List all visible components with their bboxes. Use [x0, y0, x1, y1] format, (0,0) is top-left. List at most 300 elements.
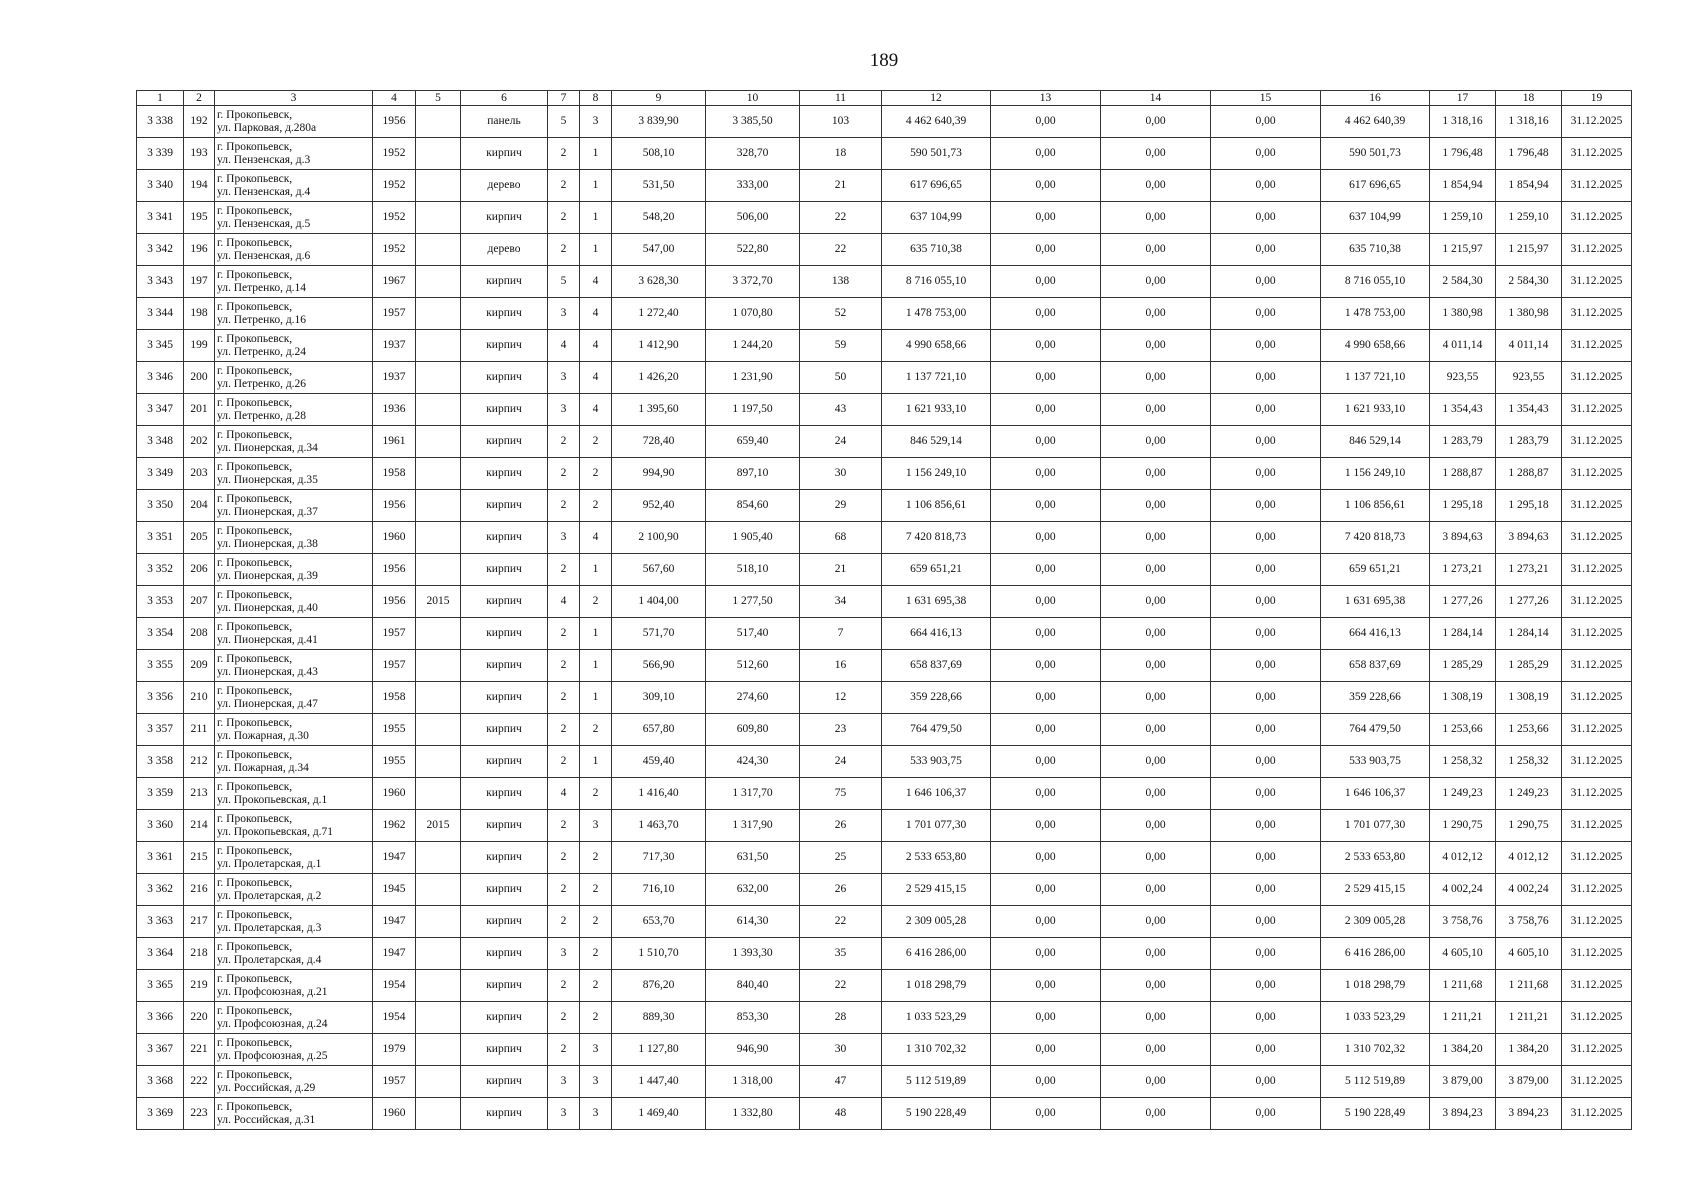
table-cell: 212	[184, 746, 215, 778]
table-cell: кирпич	[461, 778, 548, 810]
table-cell: 1	[580, 618, 612, 650]
table-cell: 199	[184, 330, 215, 362]
table-cell: 1 354,43	[1430, 394, 1496, 426]
address-city: г. Прокопьевск,	[217, 940, 293, 953]
table-cell: 0,00	[1101, 522, 1211, 554]
table-cell: 3 366	[137, 1002, 184, 1034]
table-cell: 1 231,90	[706, 362, 800, 394]
table-cell: 1 211,21	[1496, 1002, 1562, 1034]
table-cell: 0,00	[991, 938, 1101, 970]
table-cell: 1 621 933,10	[1321, 394, 1430, 426]
table-cell: 1 701 077,30	[882, 810, 991, 842]
table-cell: 309,10	[612, 682, 706, 714]
table-cell: 5 190 228,49	[882, 1098, 991, 1130]
table-row	[137, 298, 1632, 330]
column-header: 9	[612, 91, 706, 106]
table-cell: 1 796,48	[1496, 138, 1562, 170]
table-cell: кирпич	[461, 394, 548, 426]
table-cell: 1 796,48	[1430, 138, 1496, 170]
table-cell: 0,00	[1211, 554, 1321, 586]
table-cell: 1 288,87	[1496, 458, 1562, 490]
table-cell: 1 273,21	[1430, 554, 1496, 586]
table-cell: 0,00	[991, 874, 1101, 906]
table-cell: 0,00	[1101, 138, 1211, 170]
table-cell: 2	[548, 490, 580, 522]
table-row	[137, 842, 1632, 874]
address-cell	[215, 618, 373, 650]
table-cell: 4	[580, 362, 612, 394]
table-cell: 1 285,29	[1430, 650, 1496, 682]
table-cell: 31.12.2025	[1562, 298, 1632, 330]
table-cell: 664 416,13	[1321, 618, 1430, 650]
address-street: ул. Прокопьевская, д.71	[217, 825, 334, 838]
table-cell: 12	[800, 682, 882, 714]
table-cell: 1	[580, 202, 612, 234]
address-street: ул. Петренко, д.28	[217, 409, 307, 422]
table-cell: 197	[184, 266, 215, 298]
table-cell: 2 100,90	[612, 522, 706, 554]
address-street: ул. Пионерская, д.40	[217, 601, 318, 614]
table-cell: 2	[548, 906, 580, 938]
table-cell: 193	[184, 138, 215, 170]
address-city: г. Прокопьевск,	[217, 236, 293, 249]
table-cell: 617 696,65	[1321, 170, 1430, 202]
table-cell	[416, 330, 461, 362]
column-header: 10	[706, 91, 800, 106]
table-cell: 2015	[416, 586, 461, 618]
table-cell: 2 309 005,28	[1321, 906, 1430, 938]
table-cell: 1956	[373, 586, 416, 618]
table-cell: 3 345	[137, 330, 184, 362]
table-cell: 0,00	[991, 1002, 1101, 1034]
table-cell: 1 621 933,10	[882, 394, 991, 426]
table-cell: 1937	[373, 330, 416, 362]
table-cell: 68	[800, 522, 882, 554]
table-cell: 3 344	[137, 298, 184, 330]
table-cell: 1954	[373, 970, 416, 1002]
address-cell	[215, 906, 373, 938]
table-cell: 3	[580, 106, 612, 138]
table-cell: 840,40	[706, 970, 800, 1002]
table-cell: 0,00	[1211, 842, 1321, 874]
table-cell: 4 002,24	[1496, 874, 1562, 906]
table-cell: 0,00	[1101, 714, 1211, 746]
table-cell: кирпич	[461, 586, 548, 618]
table-cell: 512,60	[706, 650, 800, 682]
table-cell: 952,40	[612, 490, 706, 522]
address-cell	[215, 426, 373, 458]
table-cell	[416, 266, 461, 298]
table-cell: 0,00	[991, 1066, 1101, 1098]
address-cell	[215, 106, 373, 138]
table-cell: 31.12.2025	[1562, 938, 1632, 970]
table-cell: 3 363	[137, 906, 184, 938]
table-cell: 0,00	[1211, 586, 1321, 618]
table-cell: 0,00	[991, 394, 1101, 426]
table-cell: 201	[184, 394, 215, 426]
table-cell	[416, 1034, 461, 1066]
table-cell: 0,00	[991, 330, 1101, 362]
table-cell: 876,20	[612, 970, 706, 1002]
table-cell: 31.12.2025	[1562, 842, 1632, 874]
table-cell: 24	[800, 746, 882, 778]
table-cell: 728,40	[612, 426, 706, 458]
table-cell: 3 346	[137, 362, 184, 394]
table-cell: 3 758,76	[1430, 906, 1496, 938]
table-cell: 0,00	[1101, 202, 1211, 234]
table-cell: панель	[461, 106, 548, 138]
table-cell: 208	[184, 618, 215, 650]
table-cell: 1 283,79	[1496, 426, 1562, 458]
table-row	[137, 138, 1632, 170]
column-header: 11	[800, 91, 882, 106]
table-cell: 3 349	[137, 458, 184, 490]
table-cell: 0,00	[1101, 682, 1211, 714]
table-cell: кирпич	[461, 1098, 548, 1130]
address-city: г. Прокопьевск,	[217, 620, 293, 633]
table-cell: 617 696,65	[882, 170, 991, 202]
table-cell	[416, 138, 461, 170]
table-cell: 1 290,75	[1496, 810, 1562, 842]
table-cell	[416, 906, 461, 938]
table-cell: 1 631 695,38	[1321, 586, 1430, 618]
table-cell: 0,00	[1211, 714, 1321, 746]
table-cell: кирпич	[461, 1002, 548, 1034]
table-cell: 6 416 286,00	[1321, 938, 1430, 970]
table-cell: 0,00	[1101, 234, 1211, 266]
address-city: г. Прокопьевск,	[217, 812, 293, 825]
table-cell: 24	[800, 426, 882, 458]
table-cell: 1 854,94	[1496, 170, 1562, 202]
table-cell: 0,00	[1101, 938, 1211, 970]
table-cell: 0,00	[1101, 1002, 1211, 1034]
address-cell	[215, 138, 373, 170]
table-cell: кирпич	[461, 650, 548, 682]
table-cell: 0,00	[1211, 746, 1321, 778]
table-cell: 1979	[373, 1034, 416, 1066]
table-cell: 31.12.2025	[1562, 618, 1632, 650]
table-cell: 1 258,32	[1496, 746, 1562, 778]
table-cell: 1961	[373, 426, 416, 458]
column-header: 2	[184, 91, 215, 106]
address-city: г. Прокопьевск,	[217, 140, 293, 153]
address-city: г. Прокопьевск,	[217, 588, 293, 601]
table-cell: 994,90	[612, 458, 706, 490]
table-cell: кирпич	[461, 970, 548, 1002]
table-cell: 1 395,60	[612, 394, 706, 426]
table-cell: 764 479,50	[882, 714, 991, 746]
table-cell: 2	[548, 1002, 580, 1034]
table-cell: 1958	[373, 458, 416, 490]
table-row	[137, 458, 1632, 490]
table-cell: 2	[580, 970, 612, 1002]
table-cell: 47	[800, 1066, 882, 1098]
address-city: г. Прокопьевск,	[217, 364, 293, 377]
table-cell: 0,00	[1211, 170, 1321, 202]
table-cell: 2 584,30	[1430, 266, 1496, 298]
table-cell: 657,80	[612, 714, 706, 746]
table-cell: 0,00	[991, 522, 1101, 554]
table-row	[137, 938, 1632, 970]
column-header: 3	[215, 91, 373, 106]
table-cell: 631,50	[706, 842, 800, 874]
table-cell: 3	[548, 362, 580, 394]
table-cell	[416, 618, 461, 650]
table-cell: 1 253,66	[1430, 714, 1496, 746]
table-cell: 3 365	[137, 970, 184, 1002]
table-cell: 846 529,14	[1321, 426, 1430, 458]
table-cell: 1 259,10	[1430, 202, 1496, 234]
table-cell: 0,00	[991, 106, 1101, 138]
table-cell: 4 462 640,39	[882, 106, 991, 138]
table-cell: 4	[548, 330, 580, 362]
table-cell: 0,00	[1101, 778, 1211, 810]
table-cell: 0,00	[1211, 394, 1321, 426]
table-cell	[416, 458, 461, 490]
table-row	[137, 554, 1632, 586]
table-cell: кирпич	[461, 1066, 548, 1098]
table-cell: 1957	[373, 1066, 416, 1098]
table-cell: 2	[548, 458, 580, 490]
table-cell: 4 605,10	[1496, 938, 1562, 970]
table-cell: 0,00	[991, 362, 1101, 394]
table-cell: 26	[800, 874, 882, 906]
table-cell: 1 277,26	[1496, 586, 1562, 618]
address-city: г. Прокопьевск,	[217, 876, 293, 889]
table-cell: 3 354	[137, 618, 184, 650]
table-cell: кирпич	[461, 842, 548, 874]
address-city: г. Прокопьевск,	[217, 396, 293, 409]
table-cell	[416, 970, 461, 1002]
table-cell: 2 309 005,28	[882, 906, 991, 938]
table-cell: 5	[548, 106, 580, 138]
table-cell: 2	[580, 586, 612, 618]
table-cell: 7 420 818,73	[882, 522, 991, 554]
address-city: г. Прокопьевск,	[217, 428, 293, 441]
table-cell: 637 104,99	[1321, 202, 1430, 234]
table-cell: 23	[800, 714, 882, 746]
table-cell: 508,10	[612, 138, 706, 170]
table-cell: 0,00	[1211, 234, 1321, 266]
table-cell: 0,00	[1211, 522, 1321, 554]
table-cell: 1 137 721,10	[882, 362, 991, 394]
table-cell: 637 104,99	[882, 202, 991, 234]
table-cell: 1936	[373, 394, 416, 426]
address-cell	[215, 202, 373, 234]
table-cell: 29	[800, 490, 882, 522]
table-cell: 2 529 415,15	[882, 874, 991, 906]
table-cell: 31.12.2025	[1562, 1098, 1632, 1130]
table-cell: 1 393,30	[706, 938, 800, 970]
table-cell: 3	[580, 1066, 612, 1098]
table-cell	[416, 234, 461, 266]
address-city: г. Прокопьевск,	[217, 172, 293, 185]
table-cell: 7 420 818,73	[1321, 522, 1430, 554]
table-cell: 8 716 055,10	[1321, 266, 1430, 298]
table-cell: 205	[184, 522, 215, 554]
table-cell: 2015	[416, 810, 461, 842]
table-cell: 889,30	[612, 1002, 706, 1034]
table-cell: 1 244,20	[706, 330, 800, 362]
table-cell: 1 478 753,00	[1321, 298, 1430, 330]
table-cell: 211	[184, 714, 215, 746]
table-cell: 31.12.2025	[1562, 778, 1632, 810]
table-cell: 2	[580, 906, 612, 938]
column-header: 4	[373, 91, 416, 106]
address-city: г. Прокопьевск,	[217, 684, 293, 697]
table-cell: 31.12.2025	[1562, 1034, 1632, 1066]
table-cell: 2	[580, 458, 612, 490]
table-cell: 1	[580, 746, 612, 778]
table-cell: 1952	[373, 234, 416, 266]
table-cell: 1 404,00	[612, 586, 706, 618]
column-header: 12	[882, 91, 991, 106]
table-row	[137, 1034, 1632, 1066]
address-street: ул. Петренко, д.26	[217, 377, 307, 390]
table-cell: 3	[548, 1066, 580, 1098]
table-cell: 1956	[373, 106, 416, 138]
table-cell: 3 628,30	[612, 266, 706, 298]
address-city: г. Прокопьевск,	[217, 332, 293, 345]
table-cell: 0,00	[1101, 490, 1211, 522]
address-city: г. Прокопьевск,	[217, 908, 293, 921]
table-cell: 8 716 055,10	[882, 266, 991, 298]
address-city: г. Прокопьевск,	[217, 716, 293, 729]
table-cell: 1	[580, 554, 612, 586]
address-street: ул. Пожарная, д.30	[217, 729, 309, 742]
table-cell: 1956	[373, 554, 416, 586]
table-cell: 1 380,98	[1496, 298, 1562, 330]
table-cell: 1 295,18	[1430, 490, 1496, 522]
address-cell	[215, 1034, 373, 1066]
table-cell: 0,00	[1101, 842, 1211, 874]
table-cell: 3 352	[137, 554, 184, 586]
table-cell: 0,00	[1211, 490, 1321, 522]
table-cell: 7	[800, 618, 882, 650]
table-cell: 202	[184, 426, 215, 458]
table-cell	[416, 714, 461, 746]
table-row	[137, 906, 1632, 938]
table-cell: 0,00	[1211, 1098, 1321, 1130]
table-cell: 3	[548, 938, 580, 970]
table-cell: 52	[800, 298, 882, 330]
table-cell: 590 501,73	[882, 138, 991, 170]
table-cell: 548,20	[612, 202, 706, 234]
page-number: 189	[869, 50, 899, 71]
table-cell: 2	[548, 202, 580, 234]
table-cell	[416, 682, 461, 714]
table-cell: 50	[800, 362, 882, 394]
table-cell: 1967	[373, 266, 416, 298]
address-cell	[215, 522, 373, 554]
table-cell: 923,55	[1430, 362, 1496, 394]
table-cell	[416, 426, 461, 458]
address-city: г. Прокопьевск,	[217, 1068, 293, 1081]
table-cell: 1957	[373, 618, 416, 650]
table-cell: 2	[580, 874, 612, 906]
table-cell: 31.12.2025	[1562, 586, 1632, 618]
table-cell: 1 318,16	[1496, 106, 1562, 138]
table-cell: 5	[548, 266, 580, 298]
table-cell: 0,00	[991, 234, 1101, 266]
address-street: ул. Российская, д.31	[217, 1113, 316, 1126]
table-cell: 31.12.2025	[1562, 970, 1632, 1002]
table-cell: 1 631 695,38	[882, 586, 991, 618]
table-cell: дерево	[461, 170, 548, 202]
table-cell: 219	[184, 970, 215, 1002]
table-cell: 653,70	[612, 906, 706, 938]
table-row	[137, 1066, 1632, 1098]
table-cell: 2	[548, 426, 580, 458]
table-cell	[416, 362, 461, 394]
address-city: г. Прокопьевск,	[217, 460, 293, 473]
table-cell: 2 533 653,80	[882, 842, 991, 874]
table-cell: кирпич	[461, 298, 548, 330]
table-cell: 1 259,10	[1496, 202, 1562, 234]
table-cell: 1 854,94	[1430, 170, 1496, 202]
table-cell: 200	[184, 362, 215, 394]
address-cell	[215, 394, 373, 426]
address-city: г. Прокопьевск,	[217, 844, 293, 857]
table-cell: 1 018 298,79	[882, 970, 991, 1002]
table-cell: 3 358	[137, 746, 184, 778]
table-cell: 1 318,00	[706, 1066, 800, 1098]
address-street: ул. Профсоюзная, д.21	[217, 985, 328, 998]
table-cell: 2	[580, 426, 612, 458]
address-street: ул. Пионерская, д.35	[217, 473, 318, 486]
table-cell: 0,00	[1211, 938, 1321, 970]
address-cell	[215, 778, 373, 810]
table-cell: 3 894,63	[1430, 522, 1496, 554]
table-cell: 1 310 702,32	[882, 1034, 991, 1066]
table-cell: 31.12.2025	[1562, 234, 1632, 266]
address-street: ул. Пролетарская, д.1	[217, 857, 322, 870]
table-cell: 609,80	[706, 714, 800, 746]
table-cell: 31.12.2025	[1562, 522, 1632, 554]
table-cell: 2	[580, 778, 612, 810]
table-cell: 3 894,23	[1430, 1098, 1496, 1130]
address-street: ул. Парковая, д.280а	[217, 121, 317, 134]
table-cell: 0,00	[1101, 266, 1211, 298]
address-city: г. Прокопьевск,	[217, 300, 293, 313]
table-cell: 1 905,40	[706, 522, 800, 554]
address-street: ул. Пензенская, д.6	[217, 249, 311, 262]
table-cell: 333,00	[706, 170, 800, 202]
address-city: г. Прокопьевск,	[217, 780, 293, 793]
table-cell: 2 584,30	[1496, 266, 1562, 298]
address-cell	[215, 1098, 373, 1130]
table-cell: 215	[184, 842, 215, 874]
table-cell: 1 308,19	[1430, 682, 1496, 714]
table-cell: 3 347	[137, 394, 184, 426]
table-cell: 0,00	[1101, 1066, 1211, 1098]
table-cell: 4	[580, 266, 612, 298]
table-cell: кирпич	[461, 202, 548, 234]
table-cell: 22	[800, 906, 882, 938]
address-city: г. Прокопьевск,	[217, 492, 293, 505]
table-cell: 3 372,70	[706, 266, 800, 298]
address-cell	[215, 554, 373, 586]
table-cell: 4 990 658,66	[1321, 330, 1430, 362]
table-cell: 2	[548, 170, 580, 202]
table-cell: 614,30	[706, 906, 800, 938]
table-cell: 1 277,26	[1430, 586, 1496, 618]
table-cell: 1 127,80	[612, 1034, 706, 1066]
table-cell: 22	[800, 970, 882, 1002]
table-cell: 3 343	[137, 266, 184, 298]
table-cell: 1 253,66	[1496, 714, 1562, 746]
table-cell: 1952	[373, 170, 416, 202]
